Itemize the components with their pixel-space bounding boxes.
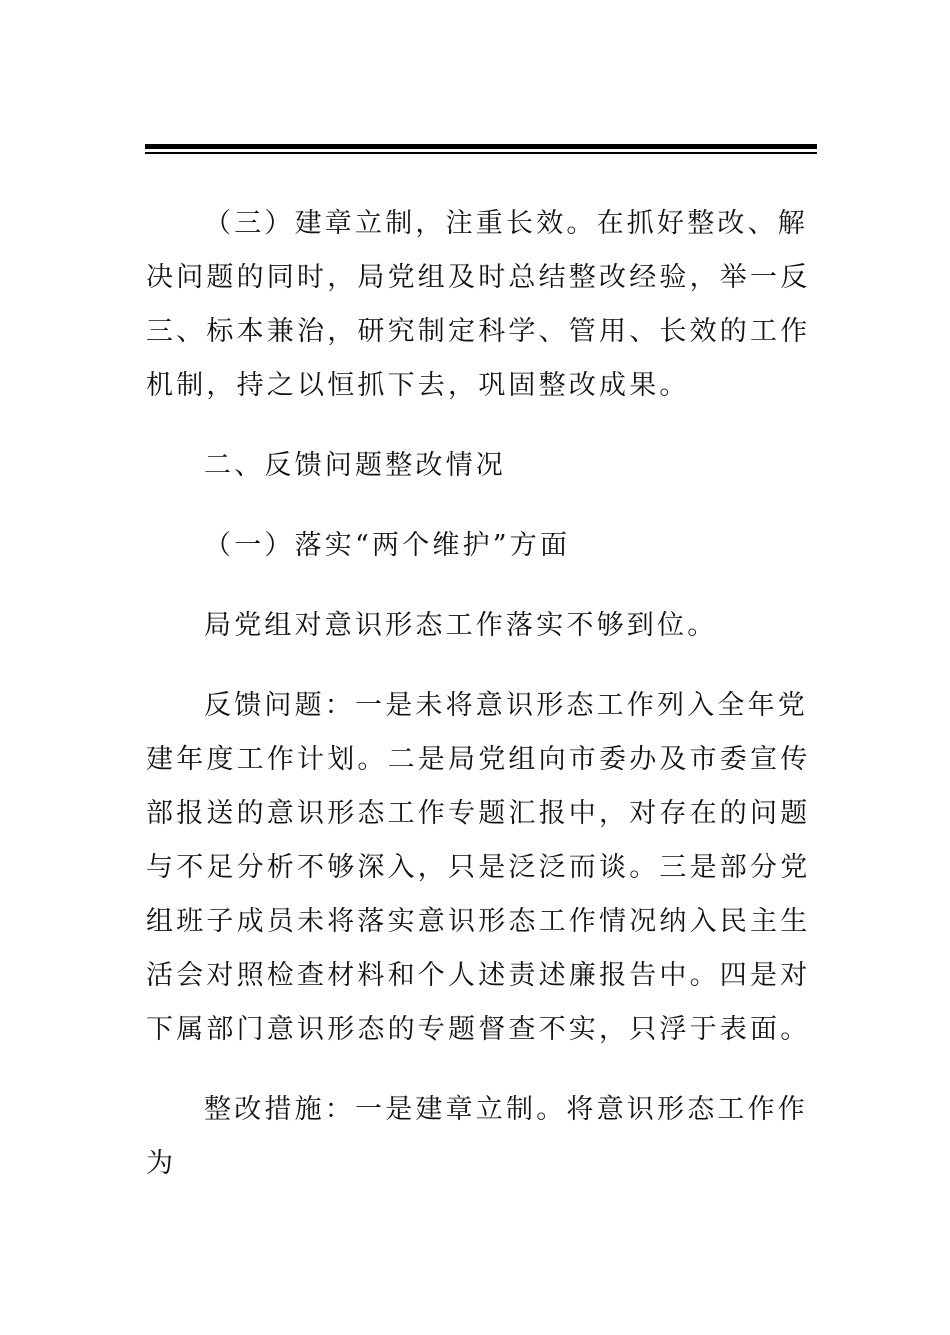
header-double-rule bbox=[145, 144, 817, 156]
paragraph-section-three: （三）建章立制，注重长效。在抓好整改、解决问题的同时，局党组及时总结整改经验，举一反三、标本兼治，研究制定科学、管用、长效的工作机制，持之以恒抓下去，巩固整改成果。 bbox=[146, 208, 811, 401]
section-heading-feedback: 二、反馈问题整改情况 bbox=[204, 450, 506, 481]
document-body bbox=[146, 197, 818, 1191]
header-rule-thin-line bbox=[145, 152, 817, 154]
subsection-heading-two-safeguards: （一）落实“两个维护”方面 bbox=[204, 530, 571, 561]
paragraph-feedback-issues: 反馈问题：一是未将意识形态工作列入全年党建年度工作计划。二是局党组向市委办及市委宣传部报送的意识形态工作专题汇报中，对存在的问题与不足分析不够深入，只是泛泛而谈。三是部分党组班子成员未将落实意识形态工作情况纳入民主生活会对照检查材料和个人述责述廉报告中。四是对下属部门意识形态的专题督查不实，只浮于表面。 bbox=[146, 690, 811, 1045]
paragraph-ideology-work: 局党组对意识形态工作落实不够到位。 bbox=[204, 610, 718, 641]
header-rule-thick-line bbox=[145, 144, 817, 149]
paragraph-rectification-measures: 整改措施：一是建章立制。将意识形态工作作为 bbox=[146, 1094, 808, 1179]
